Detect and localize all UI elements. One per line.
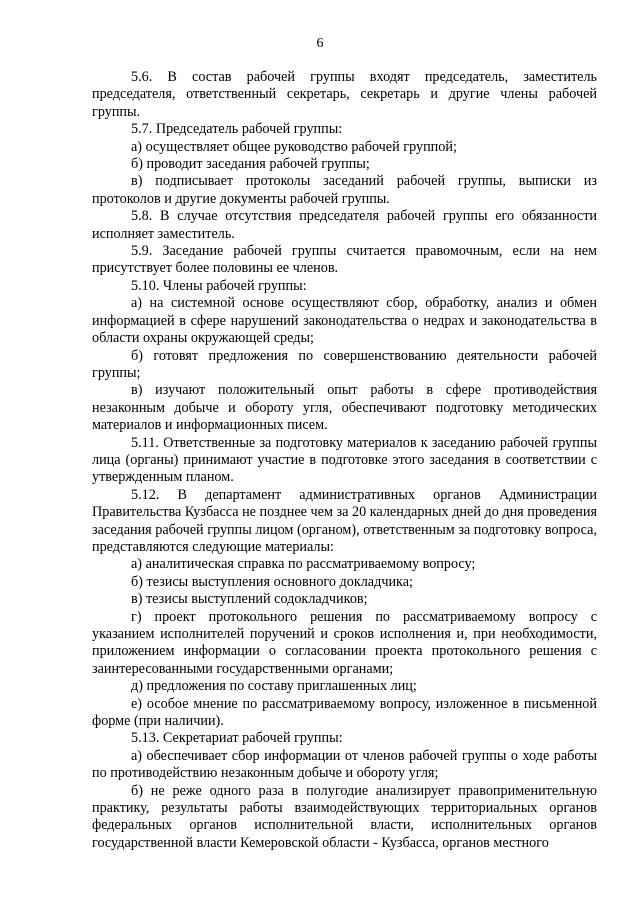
list-item-5-12-a: а) аналитическая справка по рассматриваемому вопросу;	[131, 556, 476, 573]
list-item-5-10-v: в) изучают положительный опыт работы в сфере противодействия незаконным добыче и обороту угля, обеспечивают подготовку методических материалов и информационных писем.	[92, 382, 597, 434]
paragraph-5-8: 5.8. В случае отсутствия председателя рабочей группы его обязанности исполняет заместитель.	[92, 208, 597, 242]
list-item-5-7-v: в) подписывает протоколы заседаний рабочей группы, выписки из протоколов и другие документы рабочей группы.	[92, 173, 597, 207]
paragraph-5-7: 5.7. Председатель рабочей группы:	[131, 121, 343, 138]
paragraph-5-13: 5.13. Секретариат рабочей группы:	[131, 730, 343, 747]
paragraph-5-9: 5.9. Заседание рабочей группы считается правомочным, если на нем присутствует более половины ее членов.	[92, 243, 597, 277]
document-body	[92, 69, 597, 852]
list-item-5-12-d: д) предложения по составу приглашенных лиц;	[131, 678, 417, 695]
paragraph-5-6: 5.6. В состав рабочей группы входят председатель, заместитель председателя, ответственный секретарь, секретарь и другие члены рабочей группы.	[92, 69, 597, 120]
paragraph-5-10: 5.10. Члены рабочей группы:	[131, 277, 307, 294]
paragraph-5-11: 5.11. Ответственные за подготовку материалов к заседанию рабочей группы лица (органы) принимают участие в подготовке этого заседания в соответствии с утвержденным планом.	[92, 434, 597, 486]
list-item-5-13-a: а) обеспечивает сбор информации от членов рабочей группы о ходе работы по противодействию незаконным добыче и обороту угля;	[92, 747, 597, 782]
list-item-5-12-v: в) тезисы выступлений содокладчиков;	[131, 591, 368, 608]
page-number: 6	[316, 36, 324, 51]
list-item-5-12-b: б) тезисы выступления основного докладчика;	[131, 573, 413, 590]
list-item-5-13-b: б) не реже одного раза в полугодие анализирует правоприменительную практику, результаты работы взаимодействующих территориальных органов федеральных органов исполнительной власти, исполнительных органов государственной власти Кемеровской области - Кузбасса, органов местного	[92, 782, 597, 851]
list-item-5-7-a: а) осуществляет общее руководство рабочей группой;	[131, 138, 457, 155]
list-item-5-10-b: б) готовят предложения по совершенствованию деятельности рабочей группы;	[92, 347, 597, 381]
paragraph-5-12: 5.12. В департамент административных органов Администрации Правительства Кузбасса не позднее чем за 20 календарных дней до дня проведения заседания рабочей группы лицом (органом), ответственным за подготовку вопроса, представляются следующие материалы:	[92, 486, 597, 555]
list-item-5-12-e: е) особое мнение по рассматриваемому вопросу, изложенное в письменной форме (при наличии).	[92, 695, 597, 730]
list-item-5-12-g: г) проект протокольного решения по рассматриваемому вопросу с указанием исполнителей поручений и сроков исполнения и, при необходимости, приложением информации о согласовании проекта протокольного решения с заинтересованными государственными органами;	[92, 608, 597, 677]
list-item-5-10-a: а) на системной основе осуществляют сбор, обработку, анализ и обмен информацией в сфере нарушений законодательства о недрах и законодательства в области охраны окружающей среды;	[92, 295, 597, 347]
list-item-5-7-b: б) проводит заседания рабочей группы;	[131, 156, 370, 173]
